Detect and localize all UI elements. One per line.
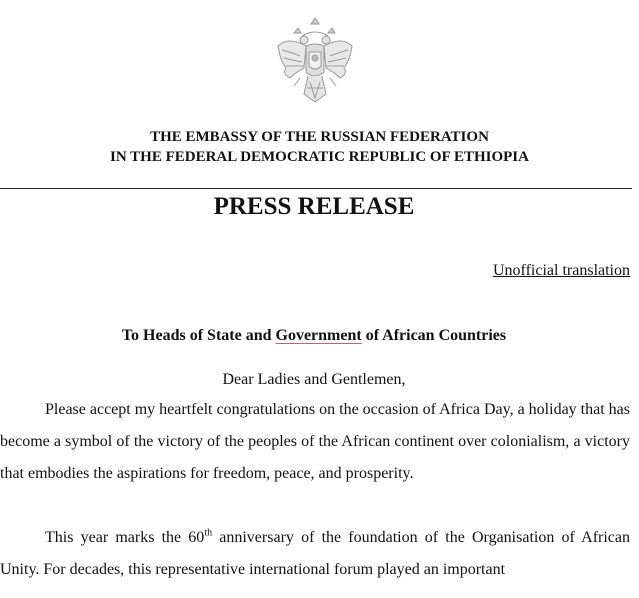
header-divider [0, 188, 632, 189]
translation-note: Unofficial translation [493, 262, 630, 279]
page-title: PRESS RELEASE [213, 193, 415, 220]
addressee-text-before: To Heads of State and [121, 327, 276, 344]
addressee-highlighted-word: Government [275, 327, 362, 344]
embassy-name: THE EMBASSY OF THE RUSSIAN FEDERATION [150, 129, 489, 145]
letterhead [0, 127, 639, 167]
ordinal-suffix: th [204, 527, 213, 539]
paragraph-2 [0, 522, 630, 586]
addressee-heading [0, 325, 628, 347]
paragraph-2-start: This year marks the 60 [45, 529, 205, 546]
paragraph-1: Please accept my heartfelt congratulations on the occasion of Africa Day, a holiday that has become a symbol of the victory of the peoples of the African continent over colonialism, a victory that embodies the aspirations for freedom, peace, and prosperity. [0, 401, 630, 482]
addressee-text-after: of African Countries [361, 327, 507, 344]
salutation: Dear Ladies and Gentlemen, [222, 371, 406, 388]
embassy-location: IN THE FEDERAL DEMOCRATIC REPUBLIC OF ETHIOPIA [110, 149, 529, 165]
coat-of-arms-icon [274, 16, 356, 108]
paragraph-2-rest: anniversary of the foundation of the Organisation of African Unity. For decades, this representative international forum played an important [0, 529, 630, 578]
